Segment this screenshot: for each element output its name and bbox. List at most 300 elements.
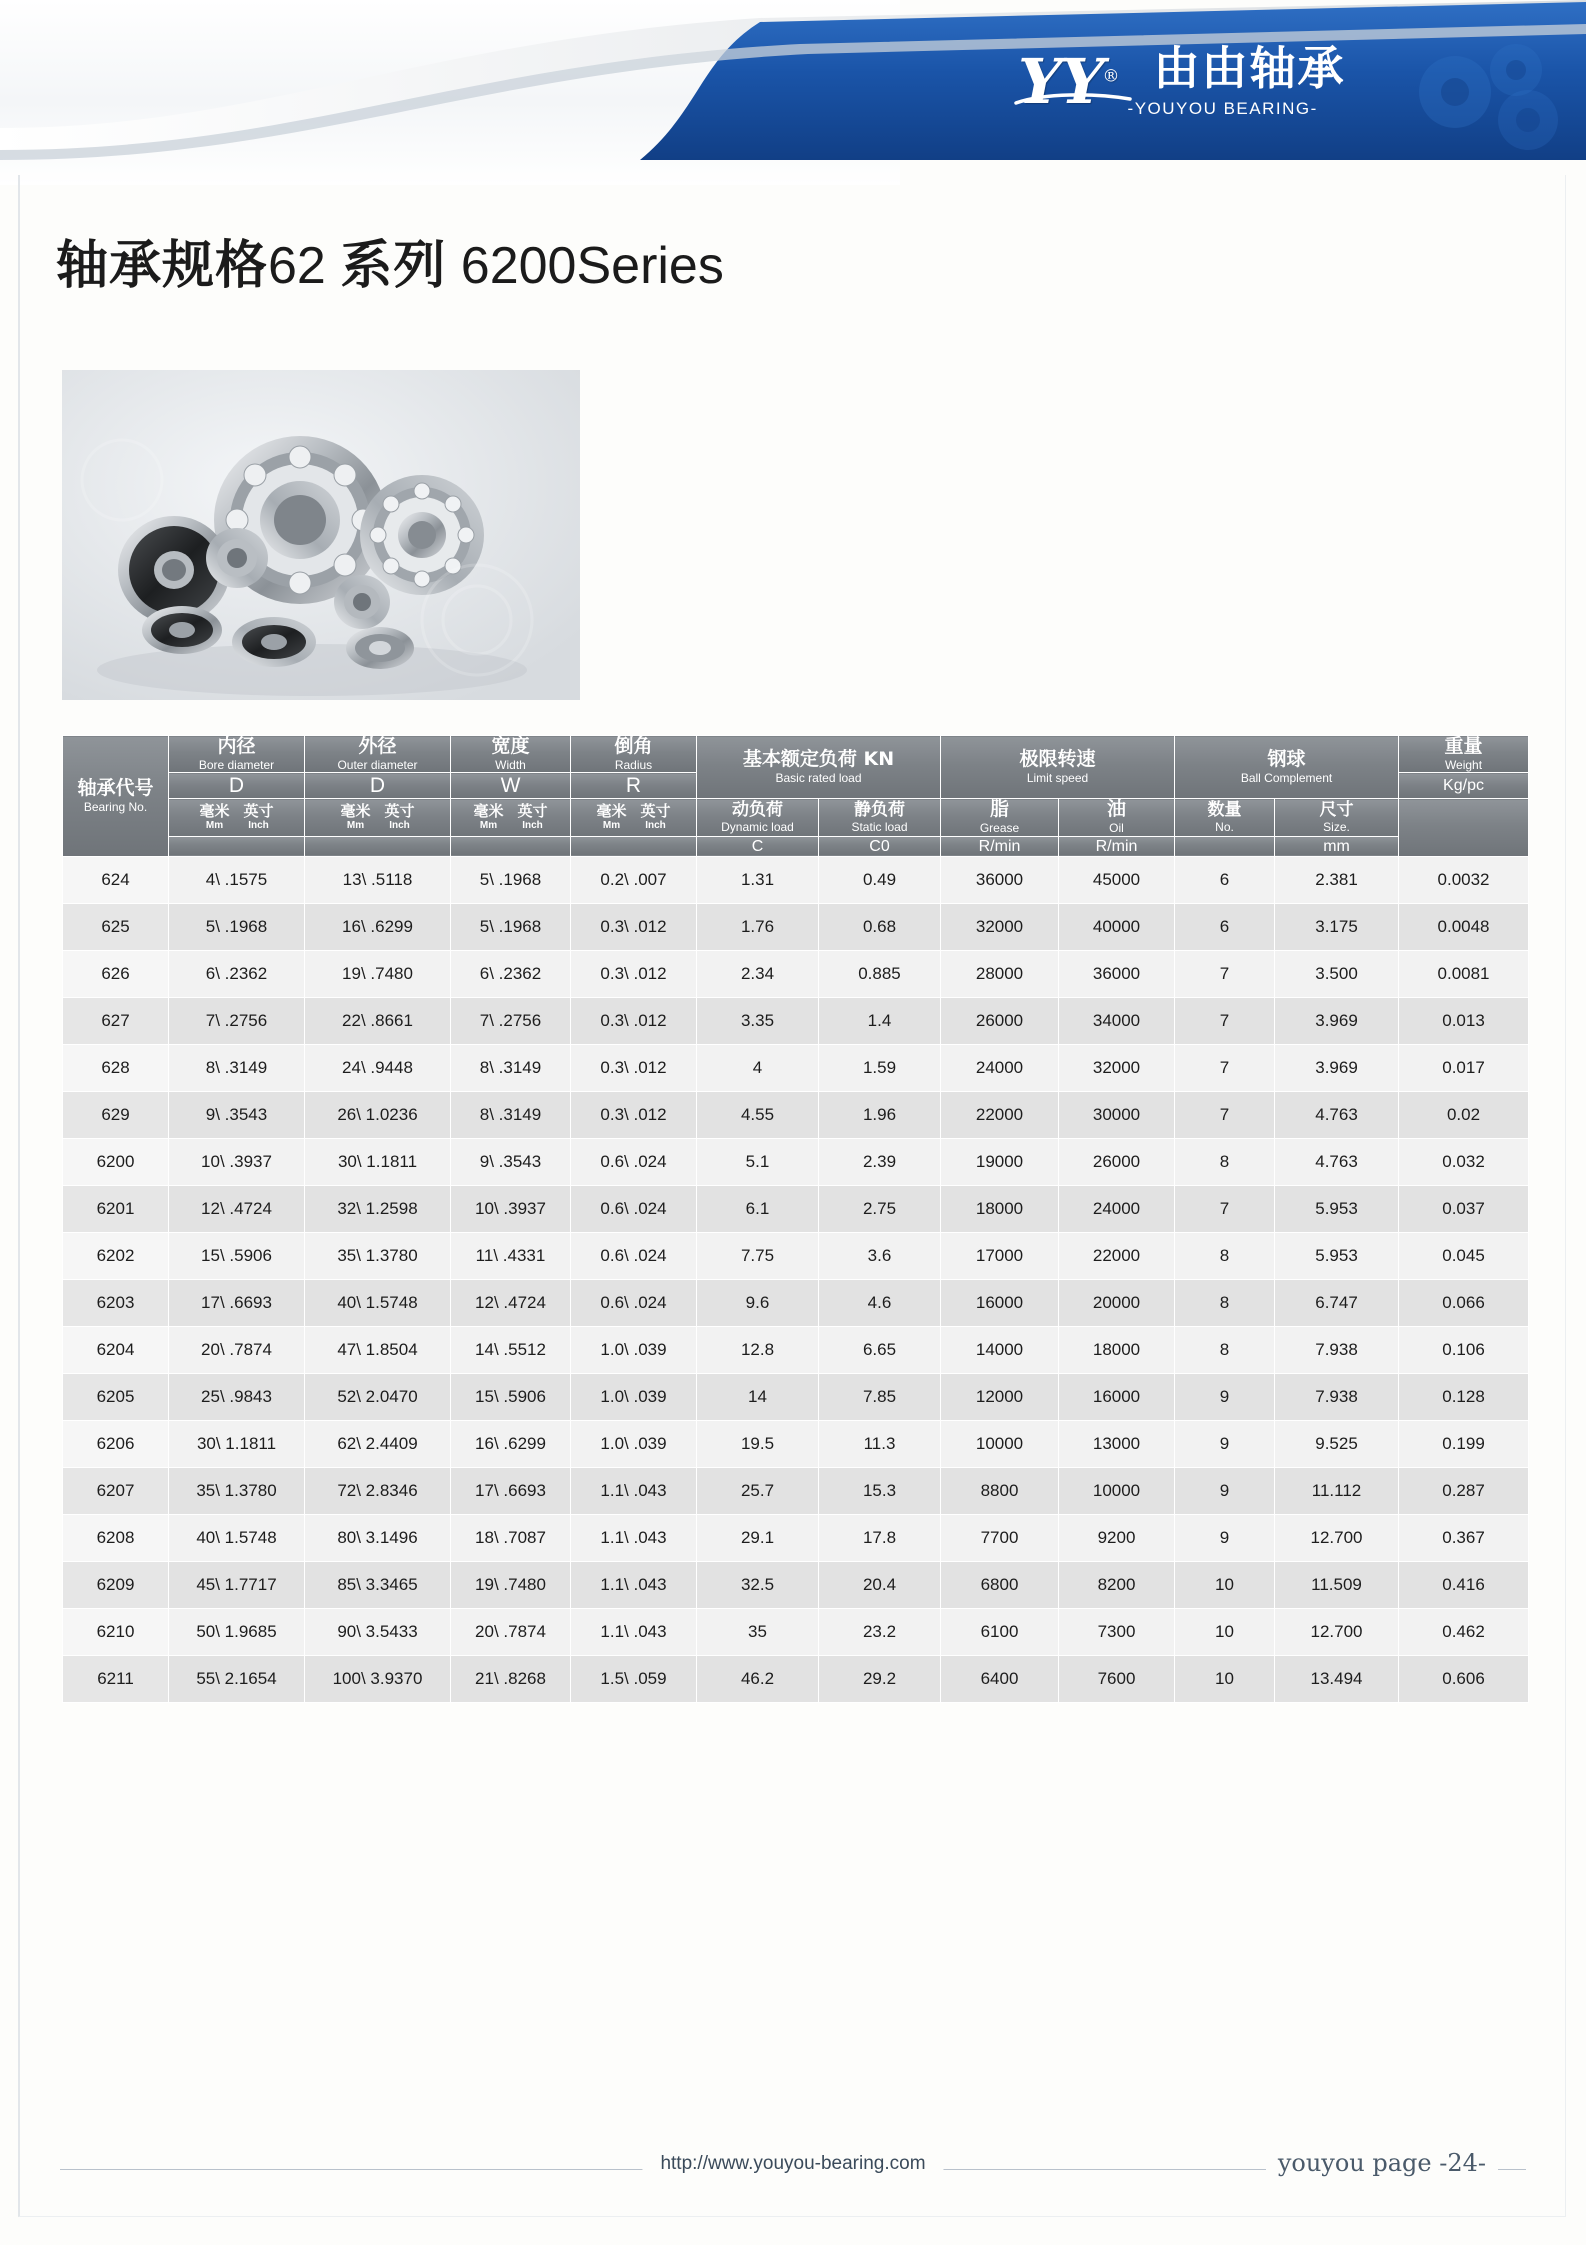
cell-bearing-no: 629 [63,1091,169,1138]
cell-grease-speed: 7700 [941,1514,1059,1561]
table-row [63,1232,1529,1279]
page-footer [0,2125,1586,2245]
footer-website-link[interactable]: http://www.youyou-bearing.com [642,2153,943,2175]
th-outer-cn: 外径 [358,735,397,757]
th-outer-inch-cn: 英寸 [384,801,415,820]
cell-dynamic-load: 35 [697,1608,819,1655]
logo-swoosh-icon [1014,91,1132,107]
cell-radius: 1.0\ .039 [571,1326,697,1373]
cell-oil-speed: 8200 [1059,1561,1175,1608]
table-row [63,1561,1529,1608]
cell-bore: 6\ .2362 [169,950,305,997]
cell-dynamic-load: 1.76 [697,903,819,950]
cell-dynamic-load: 1.31 [697,856,819,903]
th-ball-size [1275,799,1399,836]
cell-dynamic-load: 5.1 [697,1138,819,1185]
cell-outer-diameter: 32\ 1.2598 [305,1185,451,1232]
cell-ball-size: 5.953 [1275,1185,1399,1232]
cell-bearing-no: 6209 [63,1561,169,1608]
cell-dynamic-load: 46.2 [697,1655,819,1702]
th-bore-blank [169,836,305,856]
th-outer-mm-en: Mm [346,820,365,832]
cell-oil-speed: 16000 [1059,1373,1175,1420]
cell-dynamic-load: 2.34 [697,950,819,997]
cell-radius: 1.0\ .039 [571,1420,697,1467]
cell-static-load: 1.59 [819,1044,941,1091]
cell-bearing-no: 6206 [63,1420,169,1467]
cell-dynamic-load: 9.6 [697,1279,819,1326]
cell-ball-size: 12.700 [1275,1608,1399,1655]
cell-grease-speed: 17000 [941,1232,1059,1279]
cell-dynamic-load: 3.35 [697,997,819,1044]
cell-weight: 0.066 [1399,1279,1529,1326]
cell-width: 11\ .4331 [451,1232,571,1279]
th-width-cn: 宽度 [491,735,530,757]
cell-dynamic-load: 19.5 [697,1420,819,1467]
th-ball-size-en: Size. [1323,820,1350,835]
th-static-cn: 静负荷 [854,799,905,820]
th-bearing-no-cn: 轴承代号 [77,776,154,799]
cell-ball-size: 3.175 [1275,903,1399,950]
cell-ball-count: 7 [1175,1044,1275,1091]
cell-ball-count: 7 [1175,1091,1275,1138]
cell-bore: 17\ .6693 [169,1279,305,1326]
cell-dynamic-load: 29.1 [697,1514,819,1561]
page-title-series: 6200Series [460,237,724,295]
cell-bearing-no: 628 [63,1044,169,1091]
registered-trademark-icon: ® [1102,66,1118,87]
th-weight [1399,736,1529,773]
th-speed-en: Limit speed [1026,770,1089,785]
cell-weight: 0.017 [1399,1044,1529,1091]
cell-width: 10\ .3937 [451,1185,571,1232]
cell-oil-speed: 22000 [1059,1232,1175,1279]
th-grease-unit [941,836,1059,856]
logo-mark-text: YY [1018,45,1103,118]
cell-dynamic-load: 32.5 [697,1561,819,1608]
cell-bearing-no: 6211 [63,1655,169,1702]
th-static-sym-text: C0 [869,837,890,855]
th-bore-units [169,799,305,836]
th-radius-inch-en: Inch [645,820,666,832]
th-radius-inch-cn: 英寸 [640,801,671,820]
cell-ball-count: 6 [1175,856,1275,903]
th-dynamic-sym-text: C [751,837,764,855]
cell-grease-speed: 32000 [941,903,1059,950]
table-row [63,856,1529,903]
cell-oil-speed: 36000 [1059,950,1175,997]
th-ball-complement [1175,736,1399,799]
th-ball-size-unit [1275,836,1399,856]
cell-grease-speed: 10000 [941,1420,1059,1467]
cell-radius: 0.3\ .012 [571,997,697,1044]
cell-bore: 8\ .3149 [169,1044,305,1091]
th-bearing-no-en: Bearing No. [83,799,148,814]
th-width-blank [451,836,571,856]
cell-bore: 30\ 1.1811 [169,1420,305,1467]
product-photo [62,370,580,700]
th-outer-inch-en: Inch [389,820,410,832]
cell-width: 7\ .2756 [451,997,571,1044]
brand-logo [996,26,1556,138]
th-ball-en: Ball Complement [1240,770,1333,785]
cell-width: 21\ .8268 [451,1655,571,1702]
cell-ball-count: 7 [1175,950,1275,997]
table-row [63,1420,1529,1467]
th-width-inch-cn: 英寸 [517,801,548,820]
cell-static-load: 6.65 [819,1326,941,1373]
cell-width: 8\ .3149 [451,1044,571,1091]
cell-grease-speed: 28000 [941,950,1059,997]
cell-outer-diameter: 100\ 3.9370 [305,1655,451,1702]
th-basic-rated-load [697,736,941,799]
cell-width: 9\ .3543 [451,1138,571,1185]
th-weight-spacer [1399,799,1529,856]
cell-radius: 1.1\ .043 [571,1514,697,1561]
specification-table-wrapper [62,735,1524,1703]
cell-bore: 12\ .4724 [169,1185,305,1232]
cell-ball-count: 8 [1175,1138,1275,1185]
specification-table-body [63,856,1529,1702]
cell-bore: 35\ 1.3780 [169,1467,305,1514]
table-header-row-1 [63,736,1529,773]
cell-radius: 0.3\ .012 [571,950,697,997]
cell-outer-diameter: 47\ 1.8504 [305,1326,451,1373]
cell-weight: 0.0081 [1399,950,1529,997]
th-radius [571,736,697,773]
cell-ball-size: 11.509 [1275,1561,1399,1608]
cell-static-load: 29.2 [819,1655,941,1702]
cell-outer-diameter: 16\ .6299 [305,903,451,950]
page-title-number: 62 [268,237,326,295]
cell-weight: 0.032 [1399,1138,1529,1185]
th-grease [941,799,1059,836]
table-row [63,997,1529,1044]
cell-oil-speed: 45000 [1059,856,1175,903]
cell-grease-speed: 8800 [941,1467,1059,1514]
cell-oil-speed: 24000 [1059,1185,1175,1232]
cell-outer-diameter: 62\ 2.4409 [305,1420,451,1467]
cell-ball-size: 13.494 [1275,1655,1399,1702]
cell-outer-diameter: 26\ 1.0236 [305,1091,451,1138]
cell-static-load: 11.3 [819,1420,941,1467]
th-width-sym-text: W [500,774,521,798]
cell-ball-size: 7.938 [1275,1326,1399,1373]
th-bore-cn: 内径 [217,735,256,757]
th-weight-cn: 重量 [1444,735,1483,757]
cell-dynamic-load: 25.7 [697,1467,819,1514]
cell-outer-diameter: 13\ .5118 [305,856,451,903]
table-row [63,1185,1529,1232]
cell-ball-count: 7 [1175,1185,1275,1232]
th-width-inch-en: Inch [522,820,543,832]
cell-ball-count: 10 [1175,1608,1275,1655]
logo-mark-icon [1018,45,1118,118]
cell-static-load: 2.39 [819,1138,941,1185]
th-load-en: Basic rated load [775,770,862,785]
th-bore-en: Bore diameter [198,757,275,772]
cell-ball-count: 9 [1175,1467,1275,1514]
cell-bearing-no: 6202 [63,1232,169,1279]
cell-dynamic-load: 14 [697,1373,819,1420]
table-row [63,1514,1529,1561]
cell-bore: 4\ .1575 [169,856,305,903]
cell-bearing-no: 6200 [63,1138,169,1185]
cell-ball-size: 3.969 [1275,1044,1399,1091]
th-outer-symbol [305,773,451,799]
cell-weight: 0.606 [1399,1655,1529,1702]
cell-grease-speed: 18000 [941,1185,1059,1232]
cell-static-load: 23.2 [819,1608,941,1655]
th-ball-no-en: No. [1215,820,1234,835]
cell-grease-speed: 19000 [941,1138,1059,1185]
th-oil-en: Oil [1109,821,1124,836]
footer-page-number: youyou page -24- [1266,2149,1498,2177]
th-width [451,736,571,773]
cell-weight: 0.416 [1399,1561,1529,1608]
cell-radius: 0.2\ .007 [571,856,697,903]
th-static-symbol [819,836,941,856]
th-outer-en: Outer diameter [337,757,418,772]
cell-radius: 1.0\ .039 [571,1373,697,1420]
cell-radius: 0.6\ .024 [571,1138,697,1185]
cell-grease-speed: 12000 [941,1373,1059,1420]
cell-static-load: 7.85 [819,1373,941,1420]
th-load-cn: 基本额定负荷 KN [742,748,895,771]
th-oil [1059,799,1175,836]
cell-static-load: 17.8 [819,1514,941,1561]
cell-bearing-no: 626 [63,950,169,997]
table-header-row-3 [63,799,1529,836]
cell-bearing-no: 6208 [63,1514,169,1561]
cell-oil-speed: 10000 [1059,1467,1175,1514]
cell-weight: 0.0032 [1399,856,1529,903]
cell-ball-count: 8 [1175,1232,1275,1279]
cell-ball-size: 12.700 [1275,1514,1399,1561]
th-radius-symbol [571,773,697,799]
th-bore-inch-en: Inch [248,820,269,832]
cell-radius: 1.1\ .043 [571,1561,697,1608]
th-ball-no [1175,799,1275,836]
cell-radius: 1.1\ .043 [571,1467,697,1514]
table-row [63,1467,1529,1514]
cell-ball-count: 9 [1175,1514,1275,1561]
cell-weight: 0.128 [1399,1373,1529,1420]
cell-width: 20\ .7874 [451,1608,571,1655]
cell-grease-speed: 36000 [941,856,1059,903]
th-outer [305,736,451,773]
cell-dynamic-load: 6.1 [697,1185,819,1232]
th-dynamic-cn: 动负荷 [732,799,783,820]
cell-ball-size: 5.953 [1275,1232,1399,1279]
cell-bearing-no: 6201 [63,1185,169,1232]
cell-bore: 40\ 1.5748 [169,1514,305,1561]
th-oil-cn: 油 [1107,798,1127,821]
bearings-illustration-icon [62,370,580,700]
cell-ball-size: 4.763 [1275,1138,1399,1185]
th-grease-en: Grease [979,821,1020,836]
cell-static-load: 0.885 [819,950,941,997]
th-radius-mm-cn: 毫米 [596,801,627,820]
cell-ball-size: 4.763 [1275,1091,1399,1138]
table-row [63,1138,1529,1185]
bearing-specification-table [62,735,1529,1703]
cell-width: 6\ .2362 [451,950,571,997]
th-bore-sym-text: D [228,774,245,798]
cell-outer-diameter: 19\ .7480 [305,950,451,997]
cell-outer-diameter: 22\ .8661 [305,997,451,1044]
cell-bearing-no: 6210 [63,1608,169,1655]
th-speed-cn: 极限转速 [1019,748,1096,771]
cell-bore: 15\ .5906 [169,1232,305,1279]
table-row [63,1044,1529,1091]
cell-grease-speed: 26000 [941,997,1059,1044]
brand-name-block [1127,41,1346,119]
th-ball-cn: 钢球 [1267,748,1306,771]
th-radius-cn: 倒角 [614,735,653,757]
cell-bearing-no: 6207 [63,1467,169,1514]
cell-radius: 1.5\ .059 [571,1655,697,1702]
cell-ball-count: 8 [1175,1326,1275,1373]
th-outer-units [305,799,451,836]
th-ball-no-cn: 数量 [1207,799,1242,820]
cell-width: 8\ .3149 [451,1091,571,1138]
cell-radius: 0.6\ .024 [571,1232,697,1279]
cell-ball-count: 7 [1175,997,1275,1044]
th-radius-blank [571,836,697,856]
cell-weight: 0.106 [1399,1326,1529,1373]
cell-oil-speed: 26000 [1059,1138,1175,1185]
th-grease-unit-text: R/min [978,837,1021,855]
cell-grease-speed: 6100 [941,1608,1059,1655]
cell-static-load: 2.75 [819,1185,941,1232]
cell-bore: 10\ .3937 [169,1138,305,1185]
cell-bore: 5\ .1968 [169,903,305,950]
cell-bore: 50\ 1.9685 [169,1608,305,1655]
cell-oil-speed: 32000 [1059,1044,1175,1091]
cell-radius: 0.6\ .024 [571,1279,697,1326]
cell-radius: 0.3\ .012 [571,1044,697,1091]
cell-static-load: 1.96 [819,1091,941,1138]
th-outer-mm-cn: 毫米 [340,801,371,820]
cell-ball-size: 6.747 [1275,1279,1399,1326]
th-outer-blank [305,836,451,856]
th-dynamic-load [697,799,819,836]
th-width-en: Width [495,757,526,772]
cell-oil-speed: 7300 [1059,1608,1175,1655]
cell-bore: 45\ 1.7717 [169,1561,305,1608]
th-bore [169,736,305,773]
th-bore-mm-cn: 毫米 [199,801,230,820]
th-dynamic-en: Dynamic load [721,820,794,835]
table-row [63,1091,1529,1138]
cell-radius: 0.3\ .012 [571,1091,697,1138]
cell-outer-diameter: 24\ .9448 [305,1044,451,1091]
table-row [63,1279,1529,1326]
cell-outer-diameter: 52\ 2.0470 [305,1373,451,1420]
th-radius-units [571,799,697,836]
cell-dynamic-load: 4.55 [697,1091,819,1138]
cell-outer-diameter: 80\ 3.1496 [305,1514,451,1561]
page-title-cn-suffix: 系列 [340,236,447,296]
th-oil-unit [1059,836,1175,856]
cell-ball-size: 7.938 [1275,1373,1399,1420]
th-radius-sym-text: R [625,774,642,798]
cell-radius: 1.1\ .043 [571,1608,697,1655]
cell-outer-diameter: 30\ 1.1811 [305,1138,451,1185]
th-ball-size-cn: 尺寸 [1319,799,1354,820]
cell-ball-size: 2.381 [1275,856,1399,903]
brand-name-en: -YOUYOU BEARING- [1127,99,1318,118]
th-outer-sym-text: D [369,774,386,798]
cell-ball-count: 10 [1175,1561,1275,1608]
cell-ball-count: 9 [1175,1373,1275,1420]
cell-oil-speed: 30000 [1059,1091,1175,1138]
cell-dynamic-load: 7.75 [697,1232,819,1279]
page-header [0,0,1586,185]
cell-oil-speed: 7600 [1059,1655,1175,1702]
th-bore-symbol [169,773,305,799]
cell-bearing-no: 6204 [63,1326,169,1373]
cell-bore: 20\ .7874 [169,1326,305,1373]
cell-dynamic-load: 12.8 [697,1326,819,1373]
cell-oil-speed: 20000 [1059,1279,1175,1326]
cell-oil-speed: 34000 [1059,997,1175,1044]
cell-outer-diameter: 40\ 1.5748 [305,1279,451,1326]
th-weight-unit [1399,773,1529,799]
th-ball-no-blank [1175,836,1275,856]
table-row [63,1326,1529,1373]
cell-weight: 0.013 [1399,997,1529,1044]
cell-width: 14\ .5512 [451,1326,571,1373]
th-oil-unit-text: R/min [1095,837,1138,855]
cell-static-load: 3.6 [819,1232,941,1279]
cell-ball-count: 8 [1175,1279,1275,1326]
cell-outer-diameter: 35\ 1.3780 [305,1232,451,1279]
cell-radius: 0.3\ .012 [571,903,697,950]
th-limit-speed [941,736,1175,799]
th-radius-mm-en: Mm [602,820,621,832]
th-static-en: Static load [851,820,908,835]
cell-bearing-no: 625 [63,903,169,950]
cell-oil-speed: 9200 [1059,1514,1175,1561]
cell-grease-speed: 24000 [941,1044,1059,1091]
cell-static-load: 20.4 [819,1561,941,1608]
cell-bore: 25\ .9843 [169,1373,305,1420]
th-weight-unit-text: Kg/pc [1443,777,1484,795]
table-row [63,950,1529,997]
cell-width: 19\ .7480 [451,1561,571,1608]
cell-weight: 0.02 [1399,1091,1529,1138]
cell-static-load: 15.3 [819,1467,941,1514]
cell-weight: 0.462 [1399,1608,1529,1655]
cell-dynamic-load: 4 [697,1044,819,1091]
cell-width: 5\ .1968 [451,856,571,903]
cell-width: 16\ .6299 [451,1420,571,1467]
cell-outer-diameter: 90\ 3.5433 [305,1608,451,1655]
cell-static-load: 1.4 [819,997,941,1044]
cell-radius: 0.6\ .024 [571,1185,697,1232]
page-title-cn-prefix: 轴承规格 [56,236,269,296]
cell-ball-size: 3.500 [1275,950,1399,997]
cell-ball-size: 9.525 [1275,1420,1399,1467]
th-grease-cn: 脂 [989,798,1009,821]
brand-name-cn: 由由轴承 [1153,41,1346,95]
th-width-mm-en: Mm [479,820,498,832]
th-bore-mm-en: Mm [205,820,224,832]
table-row [63,1373,1529,1420]
th-weight-en: Weight [1444,757,1483,772]
